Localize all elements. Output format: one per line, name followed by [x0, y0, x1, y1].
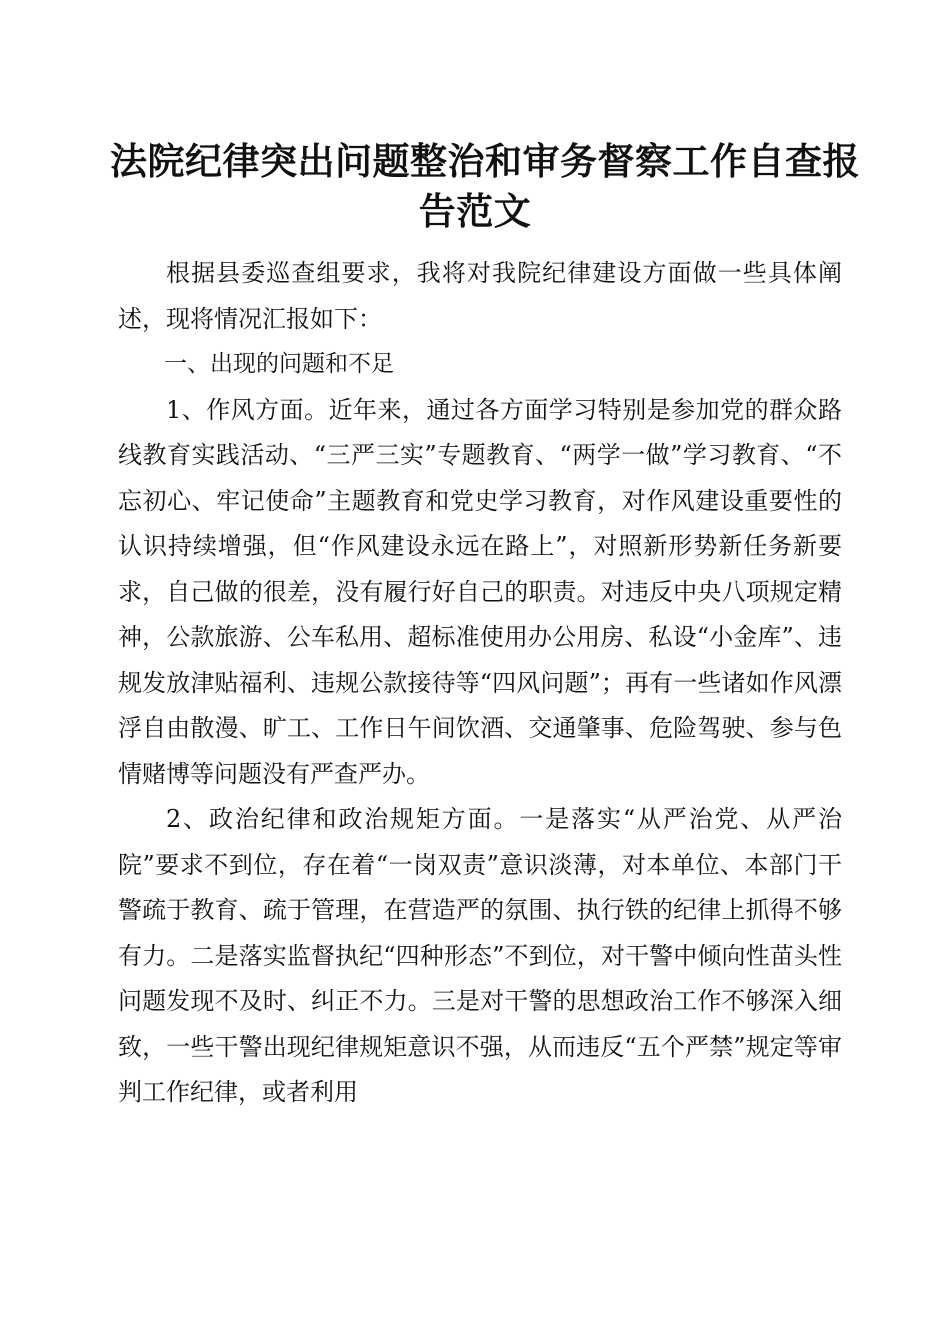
paragraph-political-discipline: 2、政治纪律和政治规矩方面。一是落实“从严治党、从严治院”要求不到位，存在着“一岗双责”意识淡薄，对本单位、本部门干警疏于教育、疏于管理，在营造严的氛围、执行铁的纪律上抓得不够有力。二是落实监督执纪“四种形态”不到位，对干警中倾向性苗头性问题发现不及时、纠正不力。三是对干警的思想政治工作不够深入细致，一些干警出现纪律规矩意识不强，从而违反“五个严禁”规定等审判工作纪律，或者利用	[118, 805, 842, 1106]
paragraph-work-style: 1、作风方面。近年来，通过各方面学习特别是参加党的群众路线教育实践活动、“三严三实”专题教育、“两学一做”学习教育、“不忘初心、牢记使命”主题教育和党史学习教育，对作风建设重要性的认识持续增强，但“作风建设永远在路上”，对照新形势新任务新要求，自己做的很差，没有履行好自己的职责。对违反中央八项规定精神，公款旅游、公车私用、超标准使用办公用房、私设“小金库”、违规发放津贴福利、违规公款接待等“四风问题”；再有一些诸如作风漂浮自由散漫、旷工、工作日午间饮酒、交通肇事、危险驾驶、参与色情赌博等问题没有严查严办。	[118, 395, 842, 788]
section-heading: 一、出现的问题和不足	[164, 351, 394, 377]
title-line-2: 告范文	[418, 189, 532, 233]
intro-paragraph: 根据县委巡查组要求，我将对我院纪律建设方面做一些具体阐述，现将情况汇报如下：	[118, 259, 842, 333]
title-line-1: 法院纪律突出问题整治和审务督察工作自查报	[110, 139, 860, 183]
document-body	[118, 251, 842, 1116]
document-title	[110, 136, 860, 236]
